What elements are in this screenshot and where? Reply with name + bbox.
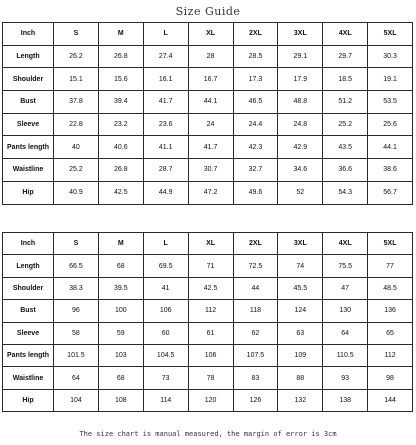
measurement-value: 41.7 [188,136,233,159]
measurement-value: 26.8 [98,45,143,68]
measurement-value: 66.5 [54,255,99,277]
table-row [3,68,413,91]
measurement-value: 26.2 [54,45,99,68]
measurement-value: 45.5 [278,277,323,299]
table-row [3,344,413,366]
table-row [3,159,413,182]
measurement-value: 18.5 [323,68,368,91]
measurement-value: 126 [233,389,278,411]
measurement-value: 39.4 [98,91,143,114]
measurement-value: 38.3 [54,277,99,299]
measurement-value: 107.5 [233,344,278,366]
measurement-label: Bust [3,300,54,322]
table-row [3,113,413,136]
measurement-value: 38.6 [368,159,413,182]
table-header-row [3,23,413,46]
measurement-value: 42.3 [233,136,278,159]
measurement-value: 46.5 [233,91,278,114]
unit-header-cell: Inch [3,23,54,46]
measurement-value: 71 [188,255,233,277]
measurement-value: 24.4 [233,113,278,136]
size-header-cell: M [98,233,143,255]
measurement-value: 75.5 [323,255,368,277]
measurement-value: 19.1 [368,68,413,91]
measurement-value: 44.1 [188,91,233,114]
measurement-value: 62 [233,322,278,344]
measurement-value: 25.2 [323,113,368,136]
measurement-value: 74 [278,255,323,277]
table-row [3,277,413,299]
measurement-value: 61 [188,322,233,344]
measurement-label: Pants length [3,136,54,159]
measurement-value: 83 [233,367,278,389]
measurement-value: 73 [143,367,188,389]
measurement-value: 40.6 [98,136,143,159]
measurement-label: Bust [3,91,54,114]
measurement-value: 42.9 [278,136,323,159]
measurement-value: 24 [188,113,233,136]
measurement-value: 41.7 [143,91,188,114]
measurement-value: 69.5 [143,255,188,277]
measurement-value: 130 [323,300,368,322]
measurement-value: 30.7 [188,159,233,182]
measurement-label: Shoulder [3,277,54,299]
size-header-cell: 5XL [368,233,413,255]
measurement-value: 17.9 [278,68,323,91]
table-row [3,389,413,411]
unit-header-cell: Inch [3,233,54,255]
measurement-label: Shoulder [3,68,54,91]
measurement-value: 93 [323,367,368,389]
measurement-value: 58 [54,322,99,344]
size-header-cell: 4XL [323,23,368,46]
measurement-value: 48.5 [368,277,413,299]
measurement-value: 37.8 [54,91,99,114]
measurement-value: 77 [368,255,413,277]
measurement-value: 23.2 [98,113,143,136]
measurement-label: Sleeve [3,322,54,344]
size-header-cell: 2XL [233,233,278,255]
measurement-value: 54.3 [323,181,368,204]
measurement-value: 109 [278,344,323,366]
measurement-value: 144 [368,389,413,411]
table-row [3,45,413,68]
measurement-label: Pants length [3,344,54,366]
size-header-cell: 3XL [278,233,323,255]
measurement-value: 15.1 [54,68,99,91]
measurement-value: 114 [143,389,188,411]
measurement-label: Waistline [3,367,54,389]
measurement-value: 29.7 [323,45,368,68]
measurement-value: 98 [368,367,413,389]
measurement-value: 17.3 [233,68,278,91]
size-header-cell: L [143,23,188,46]
measurement-value: 48.8 [278,91,323,114]
table-row [3,367,413,389]
measurement-value: 22.8 [54,113,99,136]
measurement-value: 42.5 [98,181,143,204]
measurement-value: 64 [323,322,368,344]
measurement-value: 44 [233,277,278,299]
measurement-value: 106 [188,344,233,366]
measurement-value: 25.6 [368,113,413,136]
measurement-value: 101.5 [54,344,99,366]
measurement-value: 104.5 [143,344,188,366]
size-header-cell: L [143,233,188,255]
measurement-value: 112 [188,300,233,322]
size-header-cell: 4XL [323,233,368,255]
measurement-footnote: The size chart is manual measured, the margin of error is 3cm [79,430,337,438]
measurement-value: 27.4 [143,45,188,68]
measurement-value: 29.1 [278,45,323,68]
table-row [3,181,413,204]
measurement-value: 118 [233,300,278,322]
measurement-value: 88 [278,367,323,389]
measurement-value: 47 [323,277,368,299]
measurement-value: 104 [54,389,99,411]
measurement-value: 56.7 [368,181,413,204]
measurement-value: 24.8 [278,113,323,136]
measurement-label: Sleeve [3,113,54,136]
size-header-cell: M [98,23,143,46]
measurement-value: 49.6 [233,181,278,204]
measurement-value: 44.9 [143,181,188,204]
size-table-second [2,232,413,412]
table-row [3,136,413,159]
size-header-cell: XL [188,23,233,46]
measurement-value: 68 [98,255,143,277]
measurement-value: 16.7 [188,68,233,91]
measurement-value: 44.1 [368,136,413,159]
measurement-value: 28.5 [233,45,278,68]
measurement-value: 39.5 [98,277,143,299]
measurement-value: 16.1 [143,68,188,91]
measurement-value: 34.6 [278,159,323,182]
measurement-value: 96 [54,300,99,322]
measurement-value: 106 [143,300,188,322]
table-row [3,322,413,344]
measurement-value: 124 [278,300,323,322]
measurement-value: 28.7 [143,159,188,182]
measurement-label: Hip [3,181,54,204]
measurement-value: 138 [323,389,368,411]
measurement-value: 64 [54,367,99,389]
measurement-label: Length [3,45,54,68]
measurement-value: 132 [278,389,323,411]
measurement-value: 26.8 [98,159,143,182]
measurement-value: 51.2 [323,91,368,114]
page-title: Size Guide [175,4,241,18]
measurement-value: 32.7 [233,159,278,182]
table-header-row [3,233,413,255]
measurement-value: 120 [188,389,233,411]
measurement-value: 15.6 [98,68,143,91]
size-header-cell: 2XL [233,23,278,46]
measurement-value: 30.3 [368,45,413,68]
measurement-value: 60 [143,322,188,344]
measurement-value: 36.6 [323,159,368,182]
measurement-value: 28 [188,45,233,68]
size-table-inch [2,22,413,205]
measurement-value: 103 [98,344,143,366]
size-header-cell: 3XL [278,23,323,46]
size-header-cell: S [54,233,99,255]
measurement-value: 65 [368,322,413,344]
measurement-value: 52 [278,181,323,204]
measurement-value: 78 [188,367,233,389]
measurement-value: 136 [368,300,413,322]
measurement-value: 47.2 [188,181,233,204]
measurement-value: 23.6 [143,113,188,136]
size-header-cell: 5XL [368,23,413,46]
measurement-label: Hip [3,389,54,411]
measurement-value: 108 [98,389,143,411]
measurement-value: 40 [54,136,99,159]
measurement-value: 112 [368,344,413,366]
measurement-value: 43.5 [323,136,368,159]
measurement-value: 59 [98,322,143,344]
measurement-value: 42.5 [188,277,233,299]
measurement-value: 41 [143,277,188,299]
measurement-value: 40.9 [54,181,99,204]
size-header-cell: S [54,23,99,46]
measurement-value: 63 [278,322,323,344]
table-row [3,300,413,322]
measurement-value: 110.5 [323,344,368,366]
measurement-value: 41.1 [143,136,188,159]
measurement-value: 100 [98,300,143,322]
table-row [3,255,413,277]
measurement-value: 72.5 [233,255,278,277]
measurement-value: 53.5 [368,91,413,114]
measurement-label: Length [3,255,54,277]
measurement-label: Waistline [3,159,54,182]
size-header-cell: XL [188,233,233,255]
measurement-value: 68 [98,367,143,389]
measurement-value: 25.2 [54,159,99,182]
table-row [3,91,413,114]
